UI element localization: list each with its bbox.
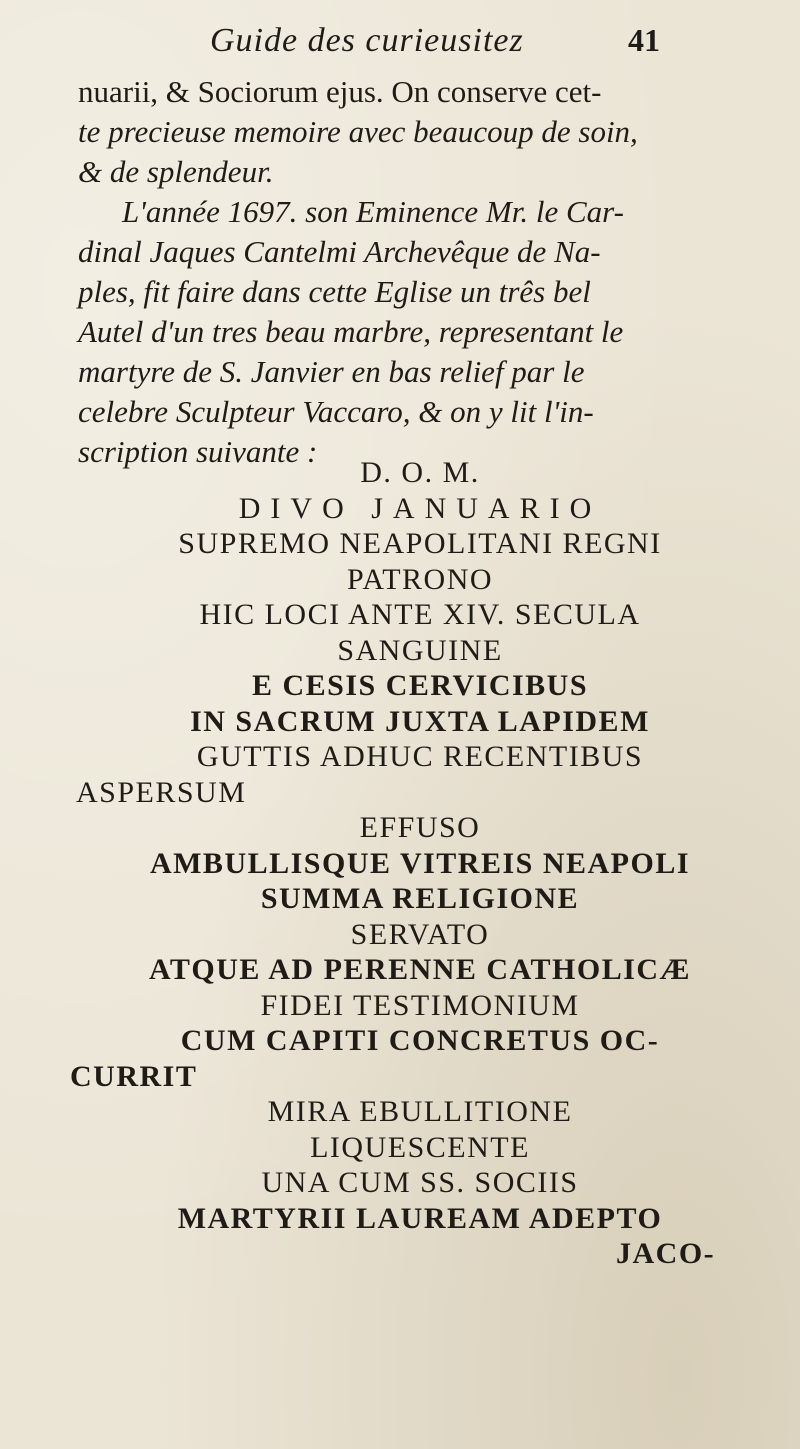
text-line: ples, fit faire dans cette Eglise un três bel [78, 274, 591, 309]
inscription-line: D. O. M. [360, 456, 480, 489]
inscription-line: FIDEI TESTIMONIUM [260, 988, 580, 1022]
running-head [210, 22, 660, 60]
running-title: Guide des curieusitez [210, 22, 524, 59]
inscription-line: MARTYRII LAUREAM ADEPTO [177, 1201, 663, 1235]
inscription-line: GUTTIS ADHUC RECENTIBUS [196, 740, 644, 773]
text-line: scription suivante : [78, 434, 318, 469]
inscription-line: JACO- [616, 1237, 716, 1270]
text-line: Autel d'un tres beau marbre, representant le [78, 314, 624, 349]
inscription-line: SANGUINE [337, 633, 503, 667]
text-line: & de splendeur. [78, 154, 274, 189]
inscription-line: SUPREMO NEAPOLITANI REGNI [178, 527, 662, 560]
inscription-line: ATQUE AD PERENNE CATHOLICÆ [148, 953, 692, 986]
inscription-line: EFFUSO [359, 811, 481, 844]
inscription-line: ASPERSUM [76, 775, 247, 809]
text-line: celebre Sculpteur Vaccaro, & on y lit l'in- [78, 394, 594, 429]
inscription-line: CUM CAPITI CONCRETUS OC- [180, 1024, 660, 1057]
inscription-line: SERVATO [350, 917, 490, 951]
page-number: 41 [628, 22, 660, 58]
inscription-line: UNA CUM SS. SOCIIS [261, 1166, 579, 1199]
inscription-line: SUMMA RELIGIONE [260, 882, 580, 915]
text-line: te precieuse memoire avec beaucoup de soin, [78, 114, 638, 149]
inscription-line: IN SACRUM JUXTA LAPIDEM [190, 704, 650, 738]
inscription-line: HIC LOCI ANTE XIV. SECULA [199, 598, 641, 631]
inscription-line: MIRA EBULLITIONE [267, 1095, 573, 1128]
inscription-line: PATRONO [346, 562, 494, 596]
text-line: martyre de S. Janvier en bas relief par le [78, 354, 585, 389]
inscription-line: E CESIS CERVICIBUS [251, 669, 589, 702]
inscription-line: AMBULLISQUE VITREIS NEAPOLI [149, 846, 691, 880]
latin-inscription [60, 455, 780, 1272]
text-line: dinal Jaques Cantelmi Archevêque de Na- [78, 234, 601, 269]
inscription-line: CURRIT [70, 1059, 198, 1093]
french-paragraph [78, 72, 768, 472]
text-line: L'année 1697. son Eminence Mr. le Car- [122, 194, 624, 229]
text-line: nuarii, & Sociorum ejus. On conserve cet- [78, 74, 602, 109]
inscription-line: DIVO JANUARIO [238, 491, 602, 525]
inscription-line: LIQUESCENTE [310, 1130, 530, 1164]
